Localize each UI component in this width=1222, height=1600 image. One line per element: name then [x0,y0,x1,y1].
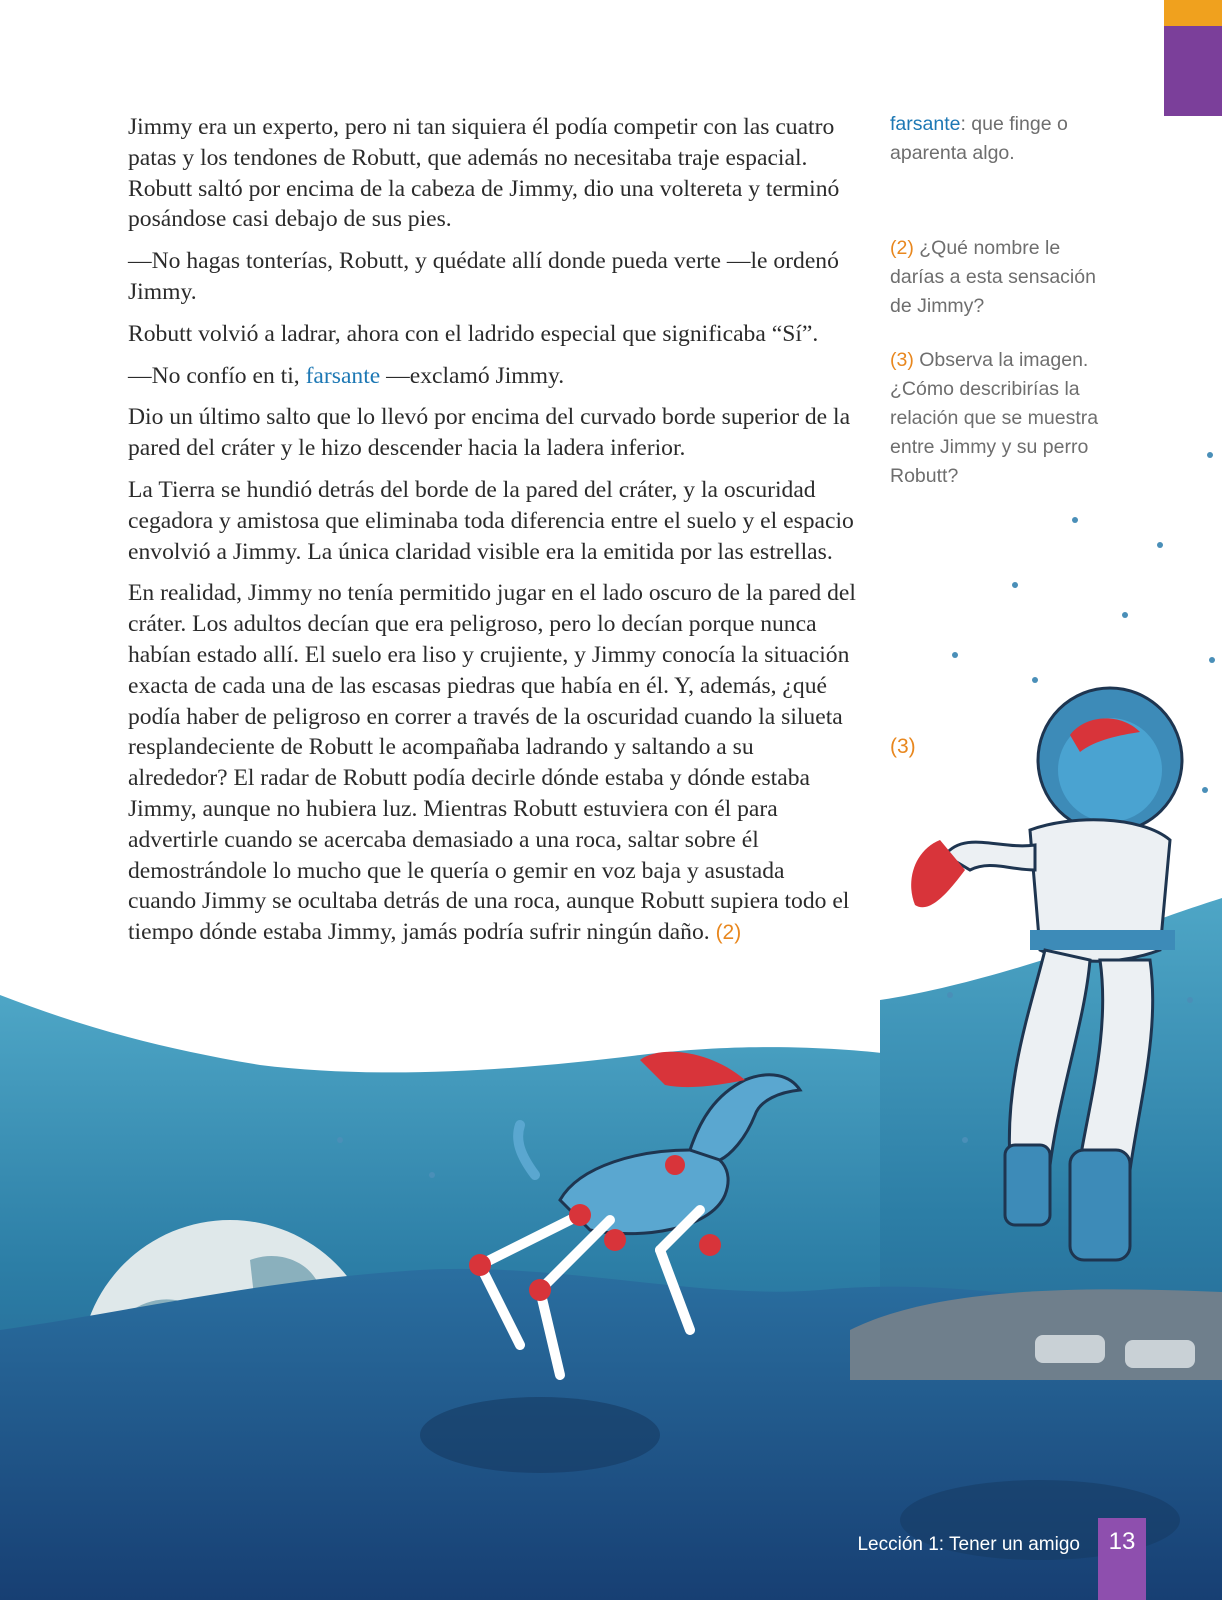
glossary-note [890,110,1115,168]
story-paragraph-5: Dio un último salto que lo llevó por encima del curvado borde superior de la pared del cráter y le hizo descender hacia la ladera inferior. [128,404,851,462]
question-3-text: Observa la imagen. ¿Cómo describirías la relación que se muestra entre Jimmy y su perro Robutt? [890,349,1099,487]
paragraph-4-before: —No confío en ti, [128,362,306,389]
story-paragraph-3: Robutt volvió a ladrar, ahora con el ladrido especial que significaba “Sí”. [128,320,819,347]
image-marker-3: (3) [890,735,916,758]
question-3-number: (3) [890,349,914,371]
lesson-label: Lección 1: Tener un amigo [857,1534,1080,1555]
glossary-definition: : que finge o aparenta algo. [890,113,1068,164]
story-paragraph-1: Jimmy era un experto, pero ni tan siquiera él podía competir con las cuatro patas y los tendones de Robutt, que además no necesitaba traje espacial. Robutt saltó por encima de la cabeza de Jimmy, dio una voltereta y terminó posándose casi debajo de sus pies. [128,114,840,233]
glossary-term: farsante [890,113,961,135]
page-footer [830,1518,1222,1600]
page-number: 13 [1108,1528,1136,1555]
glossary-link-farsante[interactable]: farsante [305,362,381,389]
question-marker-2: (2) [715,921,742,945]
question-2-number: (2) [890,237,914,259]
story-text [128,112,858,960]
story-paragraph-2: —No hagas tonterías, Robutt, y quédate allí donde pueda verte —le ordenó Jimmy. [128,248,839,305]
question-2-note [890,234,1115,321]
question-3-note [890,346,1115,491]
question-2-text: ¿Qué nombre le darías a esta sensación de Jimmy? [890,237,1096,317]
story-paragraph-6: La Tierra se hundió detrás del borde de la pared del cráter, y la oscuridad cegadora y amistosa que eliminaba toda diferencia entre el suelo y el espacio envolvió a Jimmy. La única claridad visible era la emitida por las estrellas. [128,476,854,565]
paragraph-4-after: —exclamó Jimmy. [380,362,565,389]
story-paragraph-7 [128,578,858,949]
paragraph-7-text: En realidad, Jimmy no tenía permitido jugar en el lado oscuro de la pared del cráter. Los adultos decían que era peligroso, pero lo decían porque nunca habían estado allí. El suelo era liso y crujiente, y Jimmy conocía la situación exacta de cada una de las escasas piedras que había en él. Y, además, ¿qué podía haber de peligroso en correr a través de la oscuridad cuando la silueta resplandeciente de Robutt le acompañaba ladrando y saltando a su alrededor? El radar de Robutt podía decirle dónde estaba y dónde estaba Jimmy, aunque no hubiera luz. Mientras Robutt estuviera con él para advertirle cuando se acercaba demasiado a una roca, saltar sobre él demostrándole lo mucho que le quería o gemir en voz baja y asustada cuando Jimmy se ocultaba detrás de una roca, aunque Robutt supiera todo el tiempo dónde estaba Jimmy, jamás podría sufrir ningún daño. [128,580,856,946]
page-number-box [1098,1518,1146,1600]
story-paragraph-4 [128,361,858,392]
